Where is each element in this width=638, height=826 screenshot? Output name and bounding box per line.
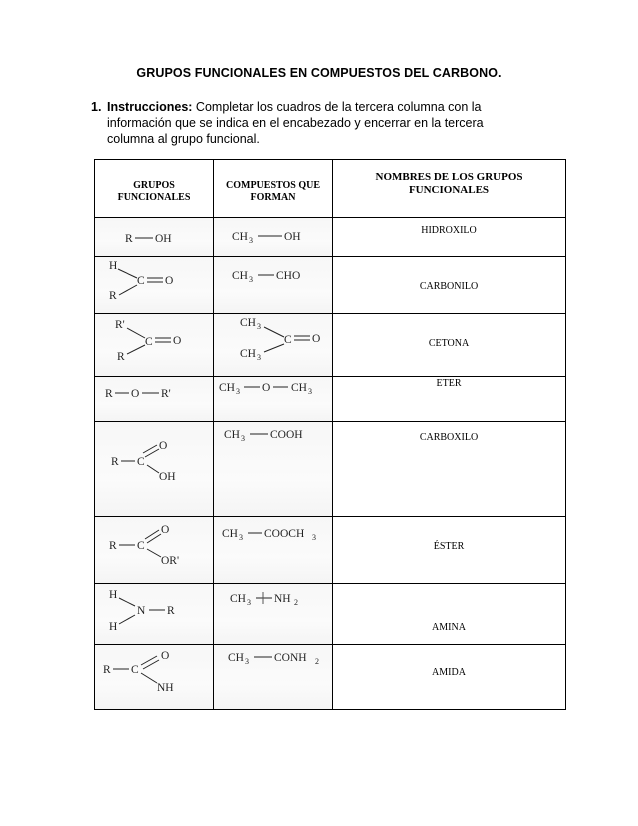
group-name: AMINA (432, 622, 466, 633)
svg-text:3: 3 (249, 236, 253, 245)
table-row (95, 645, 566, 710)
svg-text:H: H (109, 589, 118, 601)
compound-carboxylic-acid (214, 422, 333, 517)
svg-text:O: O (262, 382, 271, 394)
svg-text:C: C (145, 336, 153, 348)
svg-text:2: 2 (315, 657, 319, 666)
svg-text:H: H (109, 621, 118, 633)
svg-text:O: O (312, 333, 321, 345)
svg-text:3: 3 (247, 598, 251, 607)
structure-ester (95, 517, 214, 584)
svg-text:CH: CH (219, 382, 235, 394)
svg-text:CH: CH (228, 652, 244, 664)
svg-text:R': R' (115, 319, 125, 331)
table-row (95, 584, 566, 645)
header-functional-groups: GRUPOS FUNCIONALES (95, 160, 214, 218)
instruction-text-1: Completar los cuadros de la tercera columna con la (195, 100, 482, 114)
svg-text:CH: CH (230, 593, 246, 605)
svg-text:CONH: CONH (274, 652, 307, 664)
compound-hydroxyl (214, 218, 333, 257)
svg-text:3: 3 (257, 353, 261, 362)
instruction-text-3: columna al grupo funcional. (107, 132, 260, 146)
svg-text:C: C (131, 664, 139, 676)
structure-hydroxyl (95, 218, 214, 257)
svg-text:O: O (159, 440, 168, 452)
svg-text:CH: CH (224, 429, 240, 441)
svg-text:C: C (137, 275, 145, 287)
svg-text:R: R (105, 388, 113, 400)
table-row (95, 218, 566, 257)
instruction-label: Instrucciones: (107, 100, 193, 114)
svg-text:R: R (109, 540, 117, 552)
svg-text:O: O (161, 524, 170, 536)
compound-ester (214, 517, 333, 584)
svg-text:3: 3 (308, 387, 312, 396)
compound-ketone (214, 314, 333, 377)
svg-text:CH: CH (232, 270, 248, 282)
svg-text:R: R (111, 456, 119, 468)
svg-text:3: 3 (241, 434, 245, 443)
svg-text:CH: CH (232, 231, 248, 243)
svg-text:NH: NH (157, 682, 174, 694)
svg-text:3: 3 (239, 533, 243, 542)
svg-text:O: O (173, 335, 182, 347)
structure-amine (95, 584, 214, 645)
header-group-names: NOMBRES DE LOS GRUPOS FUNCIONALES (333, 160, 566, 218)
structure-carboxyl (95, 422, 214, 517)
compound-amide (214, 645, 333, 710)
svg-text:OH: OH (159, 471, 176, 483)
svg-text:C: C (137, 540, 145, 552)
svg-text:N: N (137, 605, 146, 617)
svg-text:NH: NH (274, 593, 291, 605)
compound-amine (214, 584, 333, 645)
svg-text:3: 3 (312, 533, 316, 542)
instruction-number: 1. (91, 100, 102, 114)
structure-carbonyl (95, 257, 214, 314)
group-name: CARBOXILO (419, 432, 479, 443)
compound-aldehyde (214, 257, 333, 314)
svg-text:CHO: CHO (276, 270, 301, 282)
svg-text:COOCH: COOCH (264, 528, 305, 540)
svg-text:R': R' (161, 388, 171, 400)
table-row (95, 377, 566, 422)
svg-text:3: 3 (236, 387, 240, 396)
table-row (95, 517, 566, 584)
svg-text:O: O (131, 388, 140, 400)
svg-text:C: C (137, 456, 145, 468)
svg-text:CH: CH (222, 528, 238, 540)
svg-text:H: H (109, 260, 118, 272)
svg-text:R: R (109, 290, 117, 302)
svg-text:R: R (125, 233, 133, 245)
group-name: CARBONILO (419, 281, 479, 292)
svg-text:O: O (165, 275, 174, 287)
svg-text:R: R (103, 664, 111, 676)
table-header-row (95, 160, 566, 218)
svg-text:O: O (161, 650, 170, 662)
header-compounds: COMPUESTOS QUE FORMAN (214, 160, 333, 218)
page-title: GRUPOS FUNCIONALES EN COMPUESTOS DEL CARBONO. (136, 66, 502, 80)
group-name: CETONA (428, 338, 470, 349)
structure-ether (95, 377, 214, 422)
group-name: HIDROXILO (421, 225, 477, 236)
structure-amide (95, 645, 214, 710)
svg-text:OR': OR' (161, 555, 180, 567)
svg-text:R: R (117, 351, 125, 363)
svg-text:CH: CH (240, 348, 256, 360)
instruction-text-2: información que se indica en el encabezado y encerrar en la tercera (107, 116, 484, 130)
functional-groups-table (94, 159, 566, 710)
table-row (95, 314, 566, 377)
svg-text:CH: CH (240, 317, 256, 329)
group-name: ETER (436, 378, 462, 389)
svg-text:R: R (167, 605, 175, 617)
svg-text:COOH: COOH (270, 429, 303, 441)
table-row (95, 257, 566, 314)
compound-ether (214, 377, 333, 422)
svg-text:3: 3 (249, 275, 253, 284)
table-row (95, 422, 566, 517)
svg-text:OH: OH (155, 233, 172, 245)
group-name: AMIDA (432, 667, 466, 678)
svg-text:2: 2 (294, 598, 298, 607)
group-name: ÉSTER (433, 541, 465, 552)
svg-text:C: C (284, 334, 292, 346)
svg-text:OH: OH (284, 231, 301, 243)
instructions (91, 99, 527, 147)
svg-text:3: 3 (245, 657, 249, 666)
svg-text:CH: CH (291, 382, 307, 394)
svg-text:3: 3 (257, 322, 261, 331)
structure-ketone (95, 314, 214, 377)
